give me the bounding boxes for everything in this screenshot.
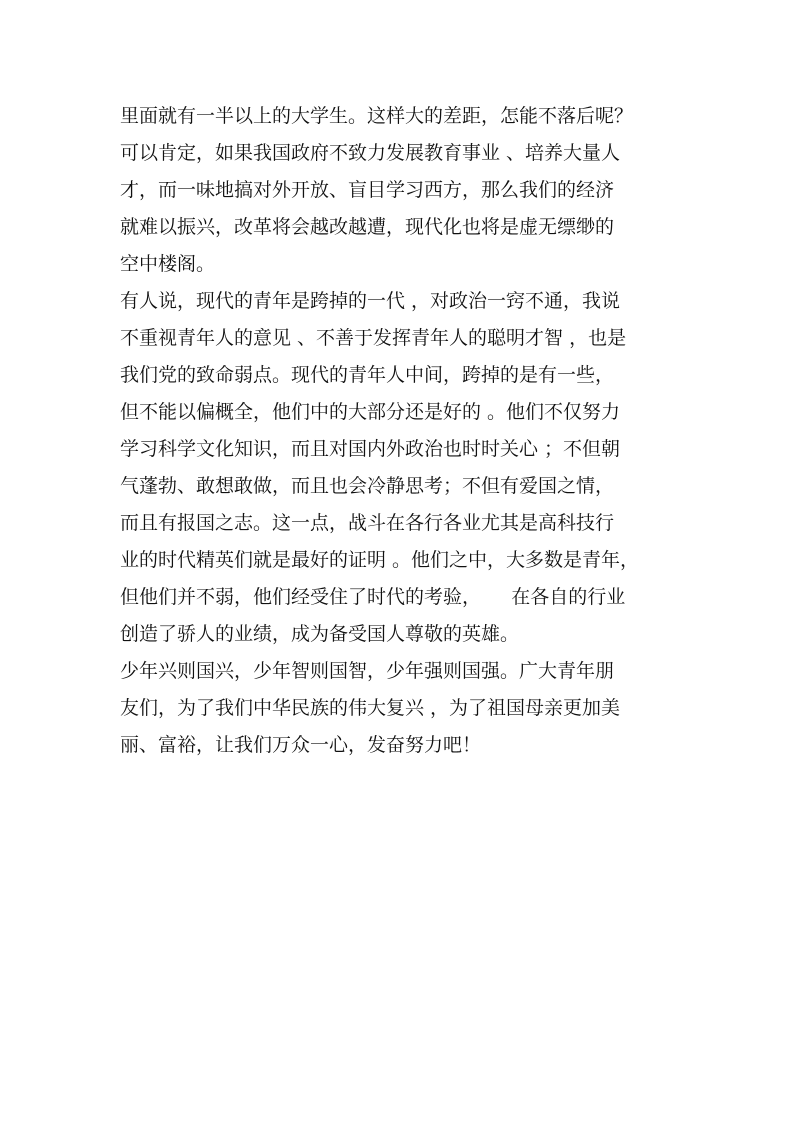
- text-line: 而且有报国之志。这一点，战斗在各行各业尤其是高科技行: [120, 512, 615, 534]
- text-line: 少年兴则国兴，少年智则国智，少年强则国强。广大青年朋: [120, 660, 615, 682]
- text-line: 可以肯定，如果我国政府不致力发展教育事业 、培养大量人: [120, 142, 621, 164]
- text-line: 不重视青年人的意见 、不善于发挥青年人的聪明才智 ，也是: [120, 327, 627, 349]
- text-line: 但他们并不弱，他们经受住了时代的考验， 在各自的行业: [120, 586, 626, 608]
- text-line: 有人说，现代的青年是跨掉的一代 ，对政治一窍不通，我说: [120, 290, 621, 312]
- text-line: 创造了骄人的业绩，成为备受国人尊敬的英雄。: [120, 623, 520, 645]
- text-line: 但不能以偏概全，他们中的大部分还是好的 。他们不仅努力: [120, 401, 621, 423]
- text-line: 友们，为了我们中华民族的伟大复兴 ，为了祖国母亲更加美: [120, 697, 621, 719]
- text-line: 空中楼阁。: [120, 253, 216, 275]
- paragraph: [120, 98, 690, 283]
- body-text: [120, 98, 690, 764]
- text-line: 里面就有一半以上的大学生。这样大的差距，怎能不落后呢？: [120, 105, 634, 127]
- text-line: 丽、富裕，让我们万众一心，发奋努力吧！: [120, 734, 482, 756]
- text-line: 我们党的致命弱点。现代的青年人中间，跨掉的是有一些，: [120, 364, 615, 386]
- text-line: 业的时代精英们就是最好的证明 。他们之中，大多数是青年，: [120, 549, 640, 571]
- paragraph: [120, 653, 690, 764]
- text-line: 就难以振兴，改革将会越改越遭，现代化也将是虚无缥缈的: [120, 216, 615, 238]
- text-line: 才，而一味地搞对外开放、盲目学习西方，那么我们的经济: [120, 179, 615, 201]
- text-line: 学习科学文化知识，而且对国内外政治也时时关心 ；不但朝: [120, 438, 621, 460]
- paragraph: [120, 283, 690, 653]
- text-line: 气蓬勃、敢想敢做，而且也会冷静思考；不但有爱国之情，: [120, 475, 615, 497]
